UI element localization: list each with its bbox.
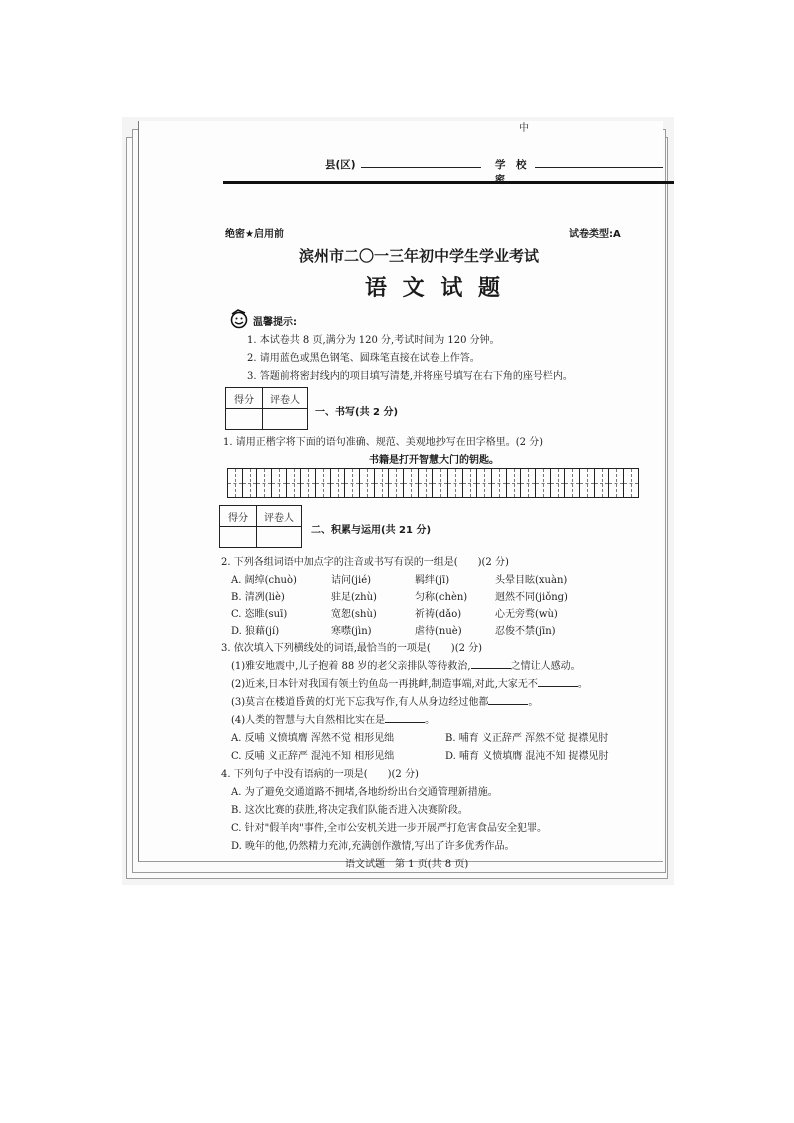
q4-option-a: A. 为了避免交通道路不拥堵,各地纷纷出台交通管理新措施。 bbox=[231, 787, 498, 798]
score-box bbox=[219, 505, 302, 548]
answer-blank[interactable] bbox=[538, 686, 578, 687]
tip-item: 2. 请用蓝色或黑色钢笔、圆珠笔直接在试卷上作答。 bbox=[247, 353, 480, 364]
q2-option-row: C. 恣睢(suī) 宽恕(shù) 祈祷(dǎo) 心无旁骛(wù) bbox=[231, 609, 558, 620]
grader-cell[interactable] bbox=[263, 409, 308, 430]
copy-sentence: 书籍是打开智慧大门的钥匙。 bbox=[369, 455, 499, 466]
smiley-icon bbox=[229, 309, 249, 329]
county-label: 县(区) bbox=[325, 159, 356, 171]
county-blank bbox=[361, 167, 481, 168]
top-mark: 中 bbox=[519, 123, 529, 134]
q2-option-row: A. 阔绰(chuò) 诘问(jié) 羁绊(jī) 头晕目眩(xuàn) bbox=[231, 575, 568, 586]
tip-item: 3. 答题前将密封线内的项目填写清楚,并将座号填写在右下角的座号栏内。 bbox=[247, 371, 573, 382]
seal-line bbox=[223, 181, 674, 184]
question-3-stem: 3. 依次填入下列横线处的词语,最恰当的一项是( )(2 分) bbox=[221, 643, 483, 654]
q3-sentence-2: (2)近来,日本针对我国有领土钓鱼岛一再挑衅,制造事端,对此,大家无不 。 bbox=[231, 679, 588, 690]
answer-blank[interactable] bbox=[488, 704, 528, 705]
answer-blank[interactable] bbox=[385, 722, 425, 723]
writing-grid[interactable] bbox=[227, 468, 639, 498]
scanned-exam-page bbox=[122, 117, 674, 885]
grader-label: 评卷人 bbox=[263, 388, 308, 409]
school-blank bbox=[535, 167, 663, 168]
grader-label: 评卷人 bbox=[257, 506, 302, 527]
score-box bbox=[225, 387, 308, 430]
answer-blank[interactable] bbox=[471, 668, 511, 669]
q3-sentence-3: (3)莫言在楼道昏黄的灯光下忘我写作,有人从身边经过他都 。 bbox=[231, 697, 539, 708]
exam-title: 滨州市二〇一三年初中学生学业考试 bbox=[299, 247, 540, 265]
q2-option-row: D. 狼藉(jí) 寒噤(jìn) 虐待(nuè) 忍俊不禁(jīn) bbox=[231, 626, 556, 637]
q2-option-row: B. 清冽(liè) 驻足(zhù) 匀称(chèn) 迥然不同(jiǒng) bbox=[231, 592, 568, 603]
school-label: 学 校 bbox=[495, 159, 527, 171]
q4-option-c: C. 针对"假羊肉"事件,全市公安机关进一步开展严打危害食品安全犯罪。 bbox=[231, 823, 548, 834]
tips-heading: 温馨提示: bbox=[253, 317, 297, 328]
confidential-mark: 绝密★启用前 bbox=[225, 229, 284, 240]
question-4-stem: 4. 下列句子中没有语病的一项是( )(2 分) bbox=[221, 769, 419, 780]
q3-option-a: A. 反哺 义愤填膺 浑然不觉 相形见绌 bbox=[231, 733, 395, 744]
q4-option-d: D. 晚年的他,仍然精力充沛,充满创作激情,写出了许多优秀作品。 bbox=[231, 841, 515, 852]
section-1-title: 一、书写(共 2 分) bbox=[315, 407, 399, 418]
page-footer: 语文试题 第 1 页(共 8 页) bbox=[345, 859, 469, 870]
subject-title: 语 文 试 题 bbox=[365, 275, 504, 301]
grader-cell[interactable] bbox=[257, 527, 302, 548]
paper-type: 试卷类型:A bbox=[569, 229, 621, 240]
q3-option-b: B. 哺育 义正辞严 浑然不觉 捉襟见肘 bbox=[445, 733, 609, 744]
q3-sentence-1: (1)雅安地震中,儿子抱着 88 岁的老父亲排队等待救治, 之情让人感动。 bbox=[231, 661, 581, 672]
q3-option-d: D. 哺育 义愤填膺 混沌不知 捉襟见肘 bbox=[445, 751, 609, 762]
score-label: 得分 bbox=[226, 388, 263, 409]
q4-option-b: B. 这次比赛的获胜,将决定我们队能否进入决赛阶段。 bbox=[231, 805, 468, 816]
q3-sentence-4: (4)人类的智慧与大自然相比实在是 。 bbox=[231, 715, 436, 726]
score-cell[interactable] bbox=[226, 409, 263, 430]
question-1: 1. 请用正楷字将下面的语句准确、规范、美观地抄写在田字格里。(2 分) bbox=[223, 437, 544, 448]
question-2-stem: 2. 下列各组词语中加点字的注音或书写有误的一组是( )(2 分) bbox=[221, 557, 509, 568]
section-2-title: 二、积累与运用(共 21 分) bbox=[311, 525, 432, 536]
tip-item: 1. 本试卷共 8 页,满分为 120 分,考试时间为 120 分钟。 bbox=[247, 335, 500, 346]
q3-option-c: C. 反哺 义正辞严 混沌不知 相形见绌 bbox=[231, 751, 395, 762]
score-label: 得分 bbox=[220, 506, 257, 527]
exam-sheet bbox=[138, 121, 663, 870]
score-cell[interactable] bbox=[220, 527, 257, 548]
